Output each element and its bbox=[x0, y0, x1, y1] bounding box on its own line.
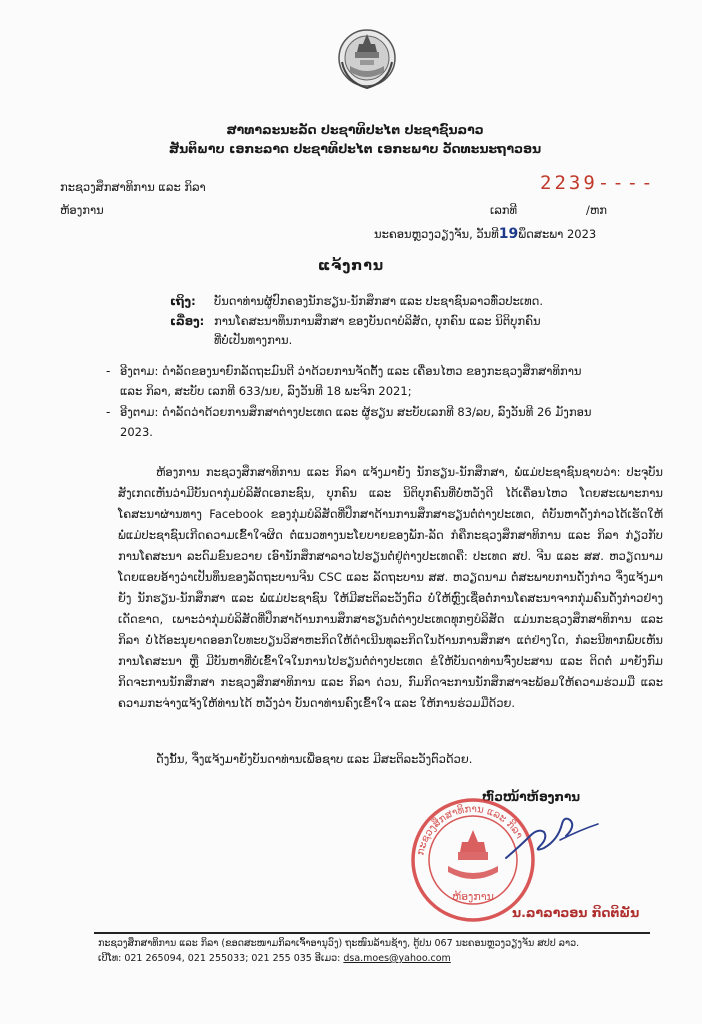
subject-line-2: ທີ່ບໍ່ເປັນທາງການ. bbox=[214, 333, 293, 347]
stamp-arc-text: ກະຊວງສຶກສາທິການ ແລະ ກິລາ bbox=[415, 803, 525, 857]
national-motto: ສັນຕິພາບ ເອກະລາດ ປະຊາທິປະໄຕ ເອກະພາບ ວັດທະນະຖາວອນ bbox=[168, 141, 542, 156]
date-line bbox=[374, 226, 596, 242]
reference-bullet: - bbox=[106, 405, 111, 419]
document-title: ແຈ້ງການ bbox=[317, 258, 385, 274]
footer-address: ກະຊວງສຶກສາທິການ ແລະ ກິລາ (ຂອດສະໜາມກິລາເຈົ້າອານຸວົງ) ຖະໜົນລ້ານຊ້າງ, ຕູ້ປນ 067 ນະຄອນຫຼວງວຽງຈັນ ສປປ ລາວ. bbox=[98, 938, 580, 949]
footer-divider bbox=[94, 932, 650, 934]
to-label: ເຖິງ: bbox=[170, 294, 196, 308]
doc-number-label: ເລກທີ bbox=[490, 203, 518, 217]
issuing-department: ຫ້ອງການ bbox=[60, 203, 104, 217]
reference-bullet: - bbox=[106, 364, 111, 378]
footer-phone: ເບີໂທ: 021 265094, 021 255033; 021 255 035 ອີເມວ: bbox=[98, 953, 341, 964]
subject-label: ເລື່ອງ: bbox=[170, 314, 205, 328]
reference-2-line-2: 2023. bbox=[120, 425, 153, 439]
country-name: ສາທາລະນະລັດ ປະຊາທິປະໄຕ ປະຊາຊົນລາວ bbox=[226, 122, 484, 137]
footer-contact bbox=[98, 953, 451, 964]
signatory-title: ຫົວໜ້າຫ້ອງການ bbox=[482, 790, 581, 804]
doc-number-suffix: /ຫກ bbox=[586, 203, 608, 217]
subject-line-1: ການໂຄສະນາທຶນການສຶກສາ ຂອງບັນດາບໍລິສັດ, ບຸກຄົນ ແລະ ນິຕິບຸກຄົນ bbox=[214, 314, 541, 328]
signatory-name: ນ.ລາລາວອນ ກິດຕິພັນ bbox=[512, 905, 640, 920]
signature-icon bbox=[500, 806, 610, 866]
reference-2-line-1: ອີງຕາມ: ດຳລັດວ່າດ້ວຍການສຶກສາຕ່າງປະເທດ ແລະ ຜູ້ຮຽນ ສະບັບເລກທີ 83/ລບ, ລົງວັນທີ 26 ມັງກອນ bbox=[120, 405, 592, 419]
reference-1-line-1: ອີງຕາມ: ດຳລັດຂອງນາຍົກລັດຖະມົນຕີ ວ່າດ້ວຍການຈັດຕັ້ງ ແລະ ເຄື່ອນໄຫວ ຂອງກະຊວງສຶກສາທິການ bbox=[120, 364, 582, 378]
stamp-bottom-text: ຫ້ອງການ bbox=[452, 890, 494, 903]
body-paragraph: ຫ້ອງການ ກະຊວງສຶກສາທິການ ແລະ ກິລາ ແຈ້ງມາຍັງ ນັກຮຽນ-ນັກສຶກສາ, ພໍ່ແມ່ປະຊາຊົນຊາບວ່າ: ປະຈຸບັນສັງເກດເຫັນວ່າມີບັນດາກຸ່ມບໍລິສັດເອກະຊົນ, ບຸກຄົນ ແລະ ນິຕິບຸກຄົນທີ່ບໍ່ຫວັງດີ ໄດ້ເຄື່ອນໄຫວ ໂດຍສະເພາະການໂຄສະນາຜ່ານທາງ Facebook ຂອງກຸ່ມບໍລິສັດທີ່ປຶກສາດ້ານການສຶກສາຮຽນຕໍ່ຕ່າງປະເທດ, ຕໍ່ບັນຫາດັ່ງກ່າວໄດ້ເຮັດໃຫ້ພໍ່ແມ່ປະຊາຊົນເກີດຄວາມເຂົ້າໃຈຜິດ ຕໍ່ແນວທາງນະໂຍບາຍຂອງພັກ-ລັດ ກໍຄືກະຊວງສຶກສາທິການ ແລະ ກິລາ ກ່ຽວກັບການໂຄສະນາ ລະດົມຂົນຂວາຍ ເອົານັກສຶກສາລາວໄປຮຽນຕໍ່ຢູ່ຕ່າງປະເທດຄື: ປະເທດ ສປ. ຈີນ ແລະ ສສ. ຫວຽດນາມ ໂດຍແອບອ້າງວ່າເປັນທຶນຂອງລັດຖະບານຈີນ CSC ແລະ ລັດຖະບານ ສສ. ຫວຽດນາມ ຕໍ່ສະພາບການດັ່ງກ່າວ ຈຶ່ງແຈ້ງມາຍັງ ນັກຮຽນ-ນັກສຶກສາ ແລະ ພໍ່ແມ່ປະຊາຊົນ ໃຫ້ມີສະຕິລະວັງຕົວ ບໍ່ໃຫ້ຫຼົງເຊື່ອຕໍ່ການໂຄສະນາຈາກກຸ່ມຄົນດັ່ງກ່າວຢ່າງເດັດຂາດ, ເພາະວ່າກຸ່ມບໍລິສັດທີ່ປຶກສາດ້ານການສຶກສາຮຽນຕໍ່ຕ່າງປະເທດທຸກໆບໍລິສັດ ແມ່ນກະຊວງສຶກສາທິການ ແລະ ກິລາ ບໍ່ໄດ້ອະນຸຍາດອອກໃບທະບຽນວິສາຫະກິດໃຫ້ດຳເນີນທຸລະກິດໃນດ້ານການສຶກສາ ແຕ່ຢ່າງໃດ, ກໍລະນີທາກພົບເຫັນການໂຄສະນາ ຫຼື ມີບັນຫາທີ່ບໍ່ເຂົ້າໃຈໃນການໄປຮຽນຕໍ່ຕ່າງປະເທດ ຂໍໃຫ້ບັນດາທ່ານຈົ່ງປະສານ ແລະ ຕິດຕໍ່ ມາຍັງກົມກິດຈະການນັກສຶກສາ ກະຊວງສຶກສາທິການ ແລະ ກິລາ ດ່ວນ, ກົມກິດຈະການນັກສຶກສາຈະພ້ອມໃຫ້ຄວາມຮ່ວມມື ແລະ ຄວາມກະຈ່າງແຈ້ງໃຫ້ທ່ານໄດ້ ຫວັງວ່າ ບັນດາທ່ານຄົງເຂົ້າໃຈ ແລະ ໃຫ້ການຮ່ວມມືດ້ວຍ. bbox=[118, 465, 663, 710]
date-suffix: ພຶດສະພາ 2023 bbox=[518, 227, 597, 241]
date-day-handwritten: 19 bbox=[498, 226, 519, 242]
closing-sentence: ດັ່ງນັ້ນ, ຈຶ່ງແຈ້ງມາຍັງບັນດາທ່ານເພື່ອຊາບ ແລະ ມີສະຕິລະວັງຕົວດ້ວຍ. bbox=[156, 752, 473, 766]
handwritten-doc-number: 2239---- bbox=[540, 172, 656, 194]
national-emblem-icon bbox=[336, 22, 398, 92]
to-text: ບັນດາທ່ານຜູ້ປົກຄອງນັກຮຽນ-ນັກສຶກສາ ແລະ ປະຊາຊົນລາວທົ່ວປະເທດ. bbox=[214, 294, 544, 308]
footer-email-link[interactable]: dsa.moes@yahoo.com bbox=[343, 953, 451, 964]
issuing-ministry: ກະຊວງສຶກສາທິການ ແລະ ກິລາ bbox=[60, 180, 206, 194]
reference-1-line-2: ແລະ ກິລາ, ສະບັບ ເລກທີ 633/ນຍ, ລົງວັນທີ 18 ພະຈິກ 2021; bbox=[120, 384, 412, 398]
date-prefix: ນະຄອນຫຼວງວຽງຈັນ, ວັນທີ bbox=[374, 227, 499, 241]
